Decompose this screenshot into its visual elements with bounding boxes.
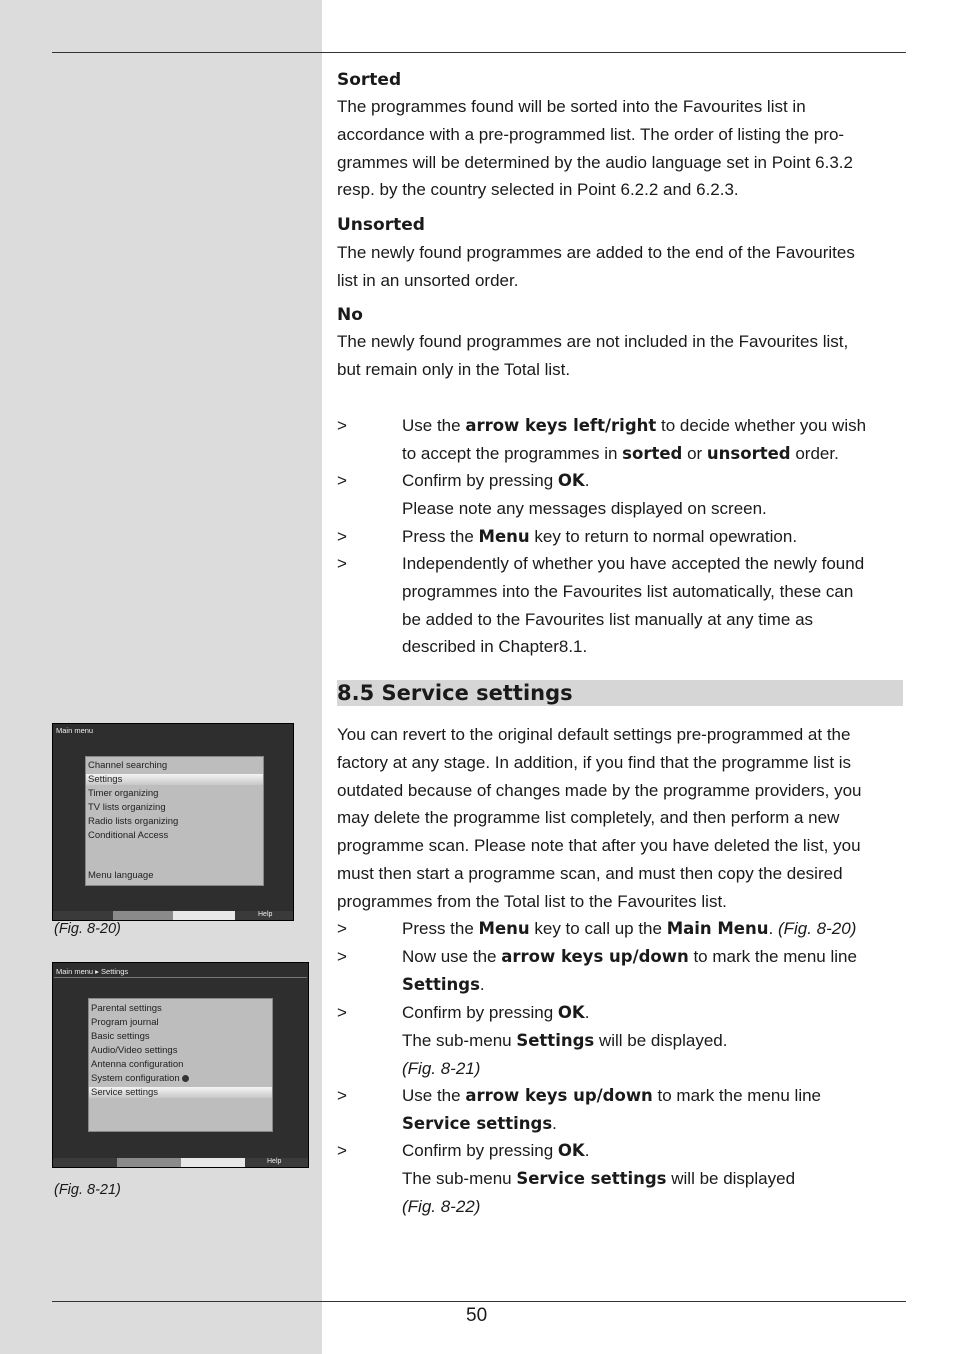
menu-item: Program journal (91, 1017, 159, 1028)
heading-unsorted: Unsorted (337, 215, 425, 235)
paragraph-no (337, 328, 905, 384)
bullet-marker: > (337, 416, 347, 435)
screen-title: Main menu ▸ Settings (56, 967, 129, 976)
paragraph-sorted (337, 93, 905, 204)
screen-button-bar (53, 911, 293, 920)
text-line: resp. by the country selected in Point 6.2.2 and 6.2.3. (337, 180, 739, 200)
info-icon (182, 1075, 189, 1082)
menu-item-selected: Settings (86, 774, 263, 785)
help-label: Help (258, 911, 273, 918)
help-label: Help (267, 1158, 282, 1165)
bullet-marker: > (337, 554, 347, 573)
menu-item: Channel searching (88, 760, 168, 771)
menu-item: TV lists organizing (88, 802, 166, 813)
menu-item: Antenna configuration (91, 1059, 184, 1070)
menu-item: System configuration (91, 1073, 189, 1084)
menu-panel (88, 998, 273, 1132)
text-line: list in an unsorted order. (337, 270, 519, 290)
figure-caption: (Fig. 8-21) (54, 1182, 121, 1198)
heading-sorted: Sorted (337, 70, 402, 90)
menu-item: Parental settings (91, 1003, 162, 1014)
text-line: The newly found programmes are not included in the Favourites list, (337, 332, 849, 351)
text-line: but remain only in the Total list. (337, 359, 571, 379)
menu-item: Basic settings (91, 1031, 150, 1042)
menu-item: Timer organizing (88, 788, 159, 799)
bullet-marker: > (337, 527, 347, 546)
heading-no: No (337, 305, 363, 325)
text-line: grammes will be determined by the audio language set in Point 6.3.2 (337, 152, 853, 172)
paragraph-service-settings: You can revert to the original default settings pre-programmed at the factory at any stage. In addition, if you find that the programme list is outdated because of changes made by the programme providers, you may delete the programme list completely, and then perform a new programme scan. Please note that after you have deleted the list, you must then start a programme scan, and must then copy the desired programmes from the Total list to the Favourites list. (337, 725, 862, 911)
menu-item: Conditional Access (88, 830, 169, 841)
bullet-marker: > (337, 471, 347, 490)
text-line: The programmes found will be sorted into the Favourites list in (337, 97, 806, 116)
menu-panel (85, 756, 264, 886)
figure-caption: (Fig. 8-20) (54, 921, 121, 937)
text-line: accordance with a pre-programmed list. The order of listing the pro- (337, 124, 845, 144)
figure-8-20-screen (52, 723, 294, 921)
menu-item-selected: Service settings (89, 1087, 272, 1098)
top-rule (52, 52, 906, 53)
bottom-rule (52, 1301, 906, 1302)
page-number: 50 (466, 1305, 488, 1326)
menu-item: Radio lists organizing (88, 816, 179, 827)
menu-item: Menu language (88, 870, 154, 881)
figure-8-21-screen (52, 962, 309, 1168)
text-line: The newly found programmes are added to the end of the Favourites (337, 243, 855, 262)
screen-title: Main menu (56, 726, 94, 735)
screen-button-bar (53, 1158, 308, 1167)
section-heading: 8.5 Service settings (337, 680, 903, 706)
menu-item: Audio/Video settings (91, 1045, 178, 1056)
paragraph-unsorted (337, 239, 905, 295)
